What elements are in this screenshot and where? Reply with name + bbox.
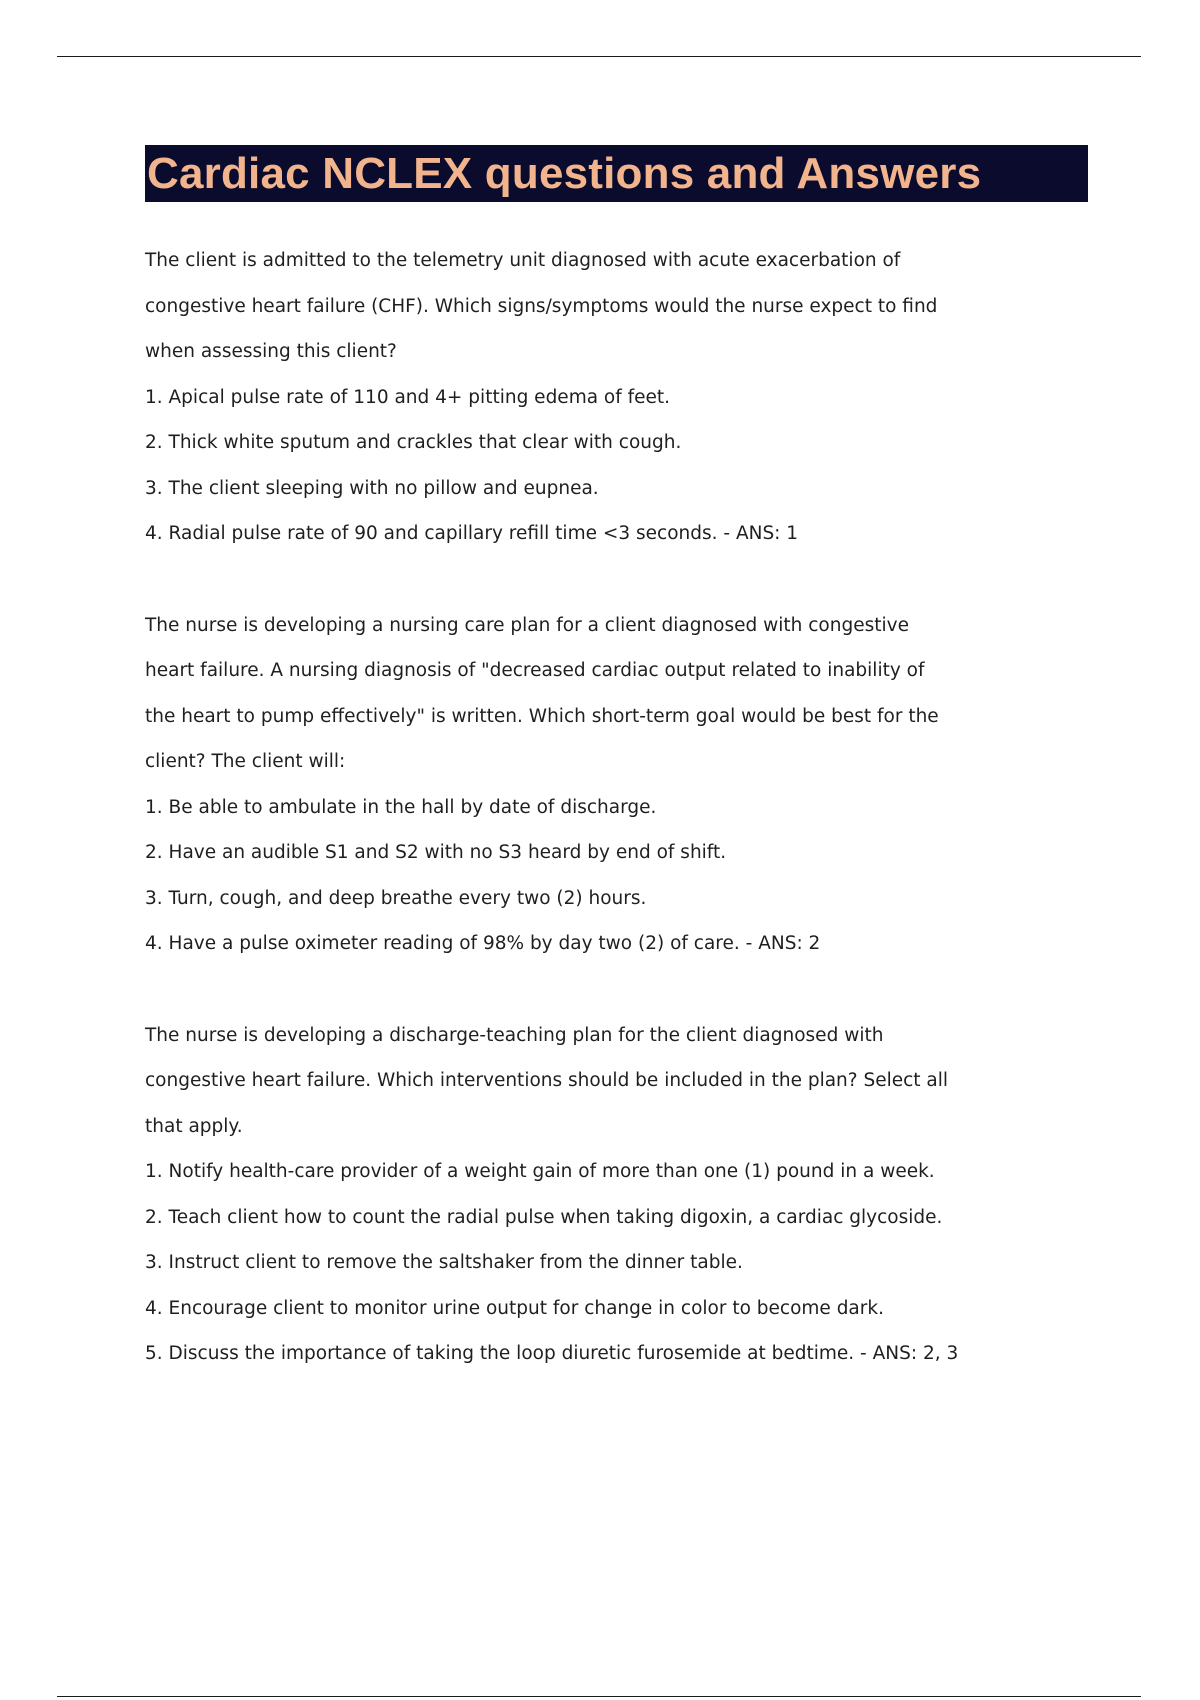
answer-option: 2. Teach client how to count the radial pulse when taking digoxin, a cardiac glycoside.	[145, 1206, 943, 1228]
page-title: Cardiac NCLEX questions and Answers	[147, 149, 982, 198]
question-stem-line: The nurse is developing a discharge-teaching plan for the client diagnosed with	[145, 1024, 884, 1046]
question-stem-line: congestive heart failure. Which interventions should be included in the plan? Select all	[145, 1070, 949, 1091]
answer-option: 3. Instruct client to remove the saltshaker from the dinner table.	[145, 1252, 743, 1273]
question-1	[145, 238, 985, 557]
answer-option: 5. Discuss the importance of taking the loop diuretic furosemide at bedtime. - ANS: 2, 3	[145, 1343, 959, 1364]
answer-option: 4. Have a pulse oximeter reading of 98% by day two (2) of care. - ANS: 2	[145, 933, 821, 954]
answer-option: 1. Notify health-care provider of a weight gain of more than one (1) pound in a week.	[145, 1161, 935, 1182]
question-stem-line: the heart to pump effectively" is written. Which short-term goal would be best for the	[145, 705, 939, 727]
question-stem-line: heart failure. A nursing diagnosis of "decreased cardiac output related to inability of	[145, 660, 925, 681]
answer-option: 2. Have an audible S1 and S2 with no S3 heard by end of shift.	[145, 842, 727, 863]
question-stem-line: The nurse is developing a nursing care plan for a client diagnosed with congestive	[145, 614, 909, 636]
answer-option: 4. Encourage client to monitor urine output for change in color to become dark.	[145, 1297, 884, 1319]
answer-option: 2. Thick white sputum and crackles that clear with cough.	[145, 432, 682, 453]
answer-option: 3. The client sleeping with no pillow and eupnea.	[145, 477, 599, 499]
question-stem-line: that apply.	[145, 1115, 243, 1137]
question-stem-line: when assessing this client?	[145, 341, 397, 362]
question-list	[145, 238, 985, 1423]
question-stem-line: congestive heart failure (CHF). Which signs/symptoms would the nurse expect to find	[145, 295, 938, 317]
answer-option: 1. Apical pulse rate of 110 and 4+ pitting edema of feet.	[145, 386, 671, 408]
question-stem-line: client? The client will:	[145, 751, 346, 772]
question-stem-line: The client is admitted to the telemetry unit diagnosed with acute exacerbation of	[145, 250, 901, 271]
footer-rule	[57, 1696, 1141, 1697]
answer-option: 3. Turn, cough, and deep breathe every two (2) hours.	[145, 887, 647, 909]
question-2	[145, 603, 985, 967]
answer-option: 1. Be able to ambulate in the hall by date of discharge.	[145, 796, 657, 818]
header-rule	[57, 56, 1141, 57]
answer-option: 4. Radial pulse rate of 90 and capillary refill time <3 seconds. - ANS: 1	[145, 523, 799, 544]
title-banner	[145, 145, 1088, 202]
question-3	[145, 1013, 985, 1377]
